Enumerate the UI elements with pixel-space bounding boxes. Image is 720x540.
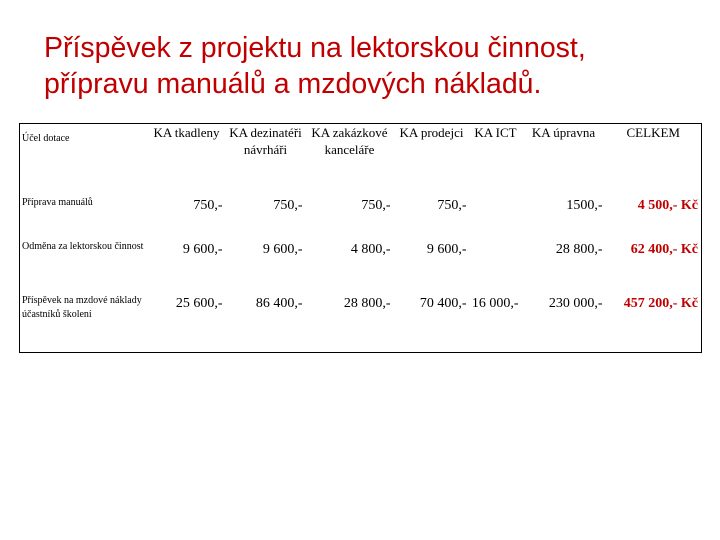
header-row xyxy=(20,124,702,193)
column-header-dezinateri: KA dezinatéři návrháři xyxy=(229,125,302,157)
table-cell: 4 800,- xyxy=(350,242,391,257)
table-cell: 750,- xyxy=(193,198,223,213)
row-label: Příprava manuálů xyxy=(22,197,93,208)
column-header-upravna: KA úpravna xyxy=(531,125,596,140)
total-cell: 457 200,- Kč xyxy=(623,296,698,311)
column-header-zakazkove: KA zakázkové kanceláře xyxy=(311,125,388,157)
table-cell: 230 000,- xyxy=(548,296,603,311)
table-cell: 25 600,- xyxy=(175,296,223,311)
table-cell: 28 800,- xyxy=(343,296,391,311)
column-header-prodejci: KA prodejci xyxy=(399,125,464,140)
total-cell: 4 500,- Kč xyxy=(637,198,698,213)
total-cell: 62 400,- Kč xyxy=(630,242,698,257)
budget-table xyxy=(19,123,702,353)
row-label: Odměna za lektorskou činnost xyxy=(22,241,144,252)
column-header-celkem: CELKEM xyxy=(626,125,680,140)
slide-title-line-2: přípravu manuálů a mzdových nákladů. xyxy=(44,68,542,100)
table-row xyxy=(20,236,702,290)
table-cell: 1500,- xyxy=(566,198,603,213)
table-row xyxy=(20,192,702,236)
column-header-ict: KA ICT xyxy=(474,125,517,140)
table-cell: 750,- xyxy=(437,198,467,213)
table-cell: 16 000,- xyxy=(471,296,519,311)
column-header-tkadleny: KA tkadleny xyxy=(153,125,220,140)
slide-title xyxy=(44,30,704,102)
column-header-purpose: Účel dotace xyxy=(22,133,70,144)
table-row xyxy=(20,290,702,353)
table-cell: 750,- xyxy=(273,198,303,213)
row-label: Příspěvek na mzdové náklady účastníků školení xyxy=(22,295,142,320)
table-cell: 86 400,- xyxy=(255,296,303,311)
table-cell: 9 600,- xyxy=(182,242,223,257)
table-cell xyxy=(470,192,522,236)
table-cell: 9 600,- xyxy=(262,242,303,257)
table-cell: 9 600,- xyxy=(426,242,467,257)
table-cell: 750,- xyxy=(361,198,391,213)
slide-title-line-1: Příspěvek z projektu na lektorskou činnost, xyxy=(44,32,586,64)
table-cell: 70 400,- xyxy=(419,296,467,311)
table-cell: 28 800,- xyxy=(555,242,603,257)
table-cell xyxy=(470,236,522,290)
